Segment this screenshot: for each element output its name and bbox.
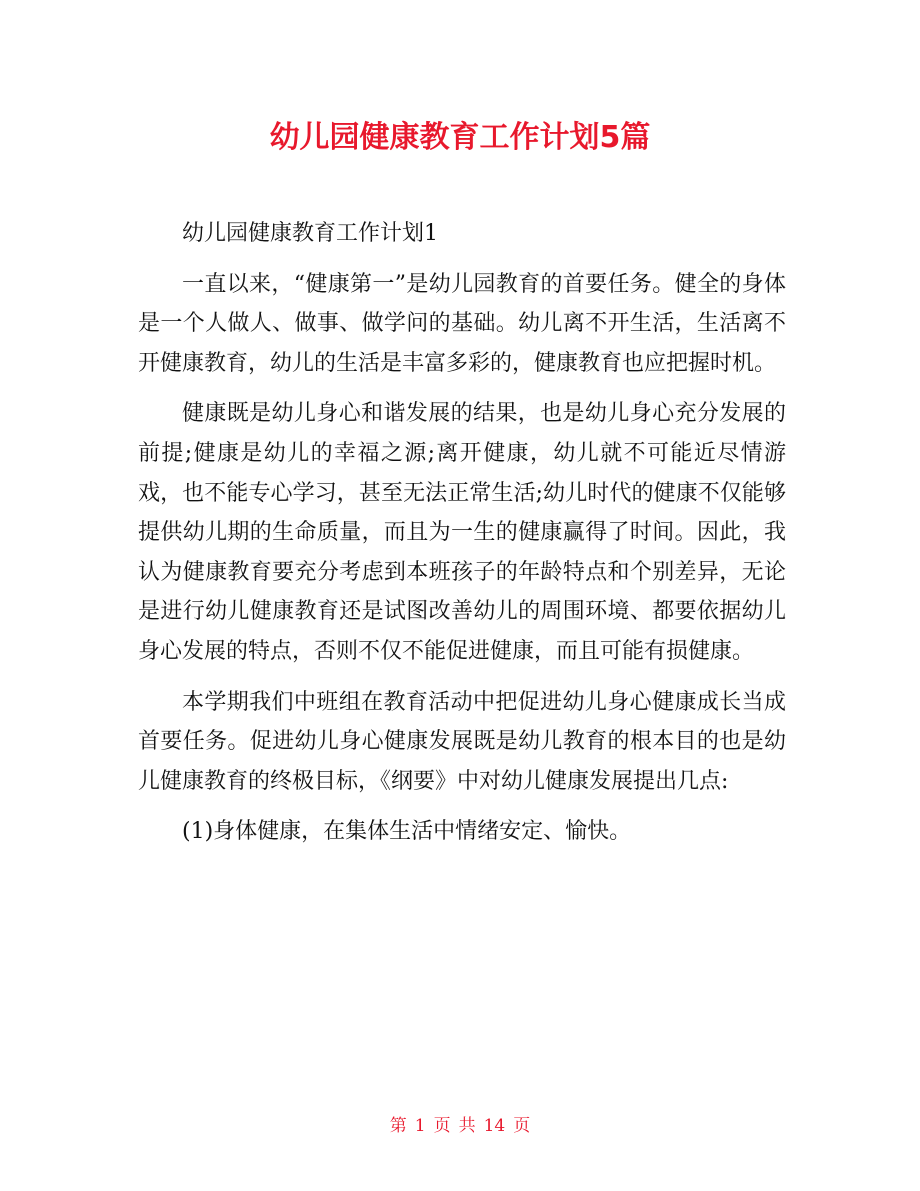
paragraph: 健康既是幼儿身心和谐发展的结果，也是幼儿身心充分发展的前提;健康是幼儿的幸福之源;离开健康，幼儿就不可能近尽情游戏，也不能专心学习，甚至无法正常生活;幼儿时代的健康不仅能够提供幼儿期的生命质量，而且为一生的健康赢得了时间。因此，我认为健康教育要充分考虑到本班孩子的年龄特点和个别差异，无论是进行幼儿健康教育还是试图改善幼儿的周围环境、都要依据幼儿身心发展的特点，否则不仅不能促进健康，而且可能有损健康。 [138, 401, 786, 664]
footer-total-pages: 14 [483, 1116, 506, 1136]
paragraph: (1)身体健康，在集体生活中情绪安定、愉快。 [182, 819, 632, 845]
footer-current-page: 1 [414, 1116, 426, 1136]
footer-label-end: 页 [513, 1116, 531, 1136]
footer-label-total: 共 [458, 1116, 476, 1136]
page-footer [0, 1114, 920, 1138]
document-body [138, 214, 786, 863]
section-heading: 幼儿园健康教育工作计划1 [182, 221, 438, 246]
footer-label-page: 第 [389, 1116, 407, 1136]
paragraph: 本学期我们中班组在教育活动中把促进幼儿身心健康成长当成首要任务。促进幼儿身心健康发展既是幼儿教育的根本目的也是幼儿健康教育的终极目标，《纲要》中对幼儿健康发展提出几点: [138, 689, 786, 794]
document-title: 幼儿园健康教育工作计划5篇 [269, 120, 651, 155]
footer-label-of: 页 [433, 1116, 451, 1136]
paragraph: 一直以来，“健康第一”是幼儿园教育的首要任务。健全的身体是一个人做人、做事、做学问的基础。幼儿离不开生活，生活离不开健康教育，幼儿的生活是丰富多彩的，健康教育也应把握时机。 [138, 271, 786, 376]
